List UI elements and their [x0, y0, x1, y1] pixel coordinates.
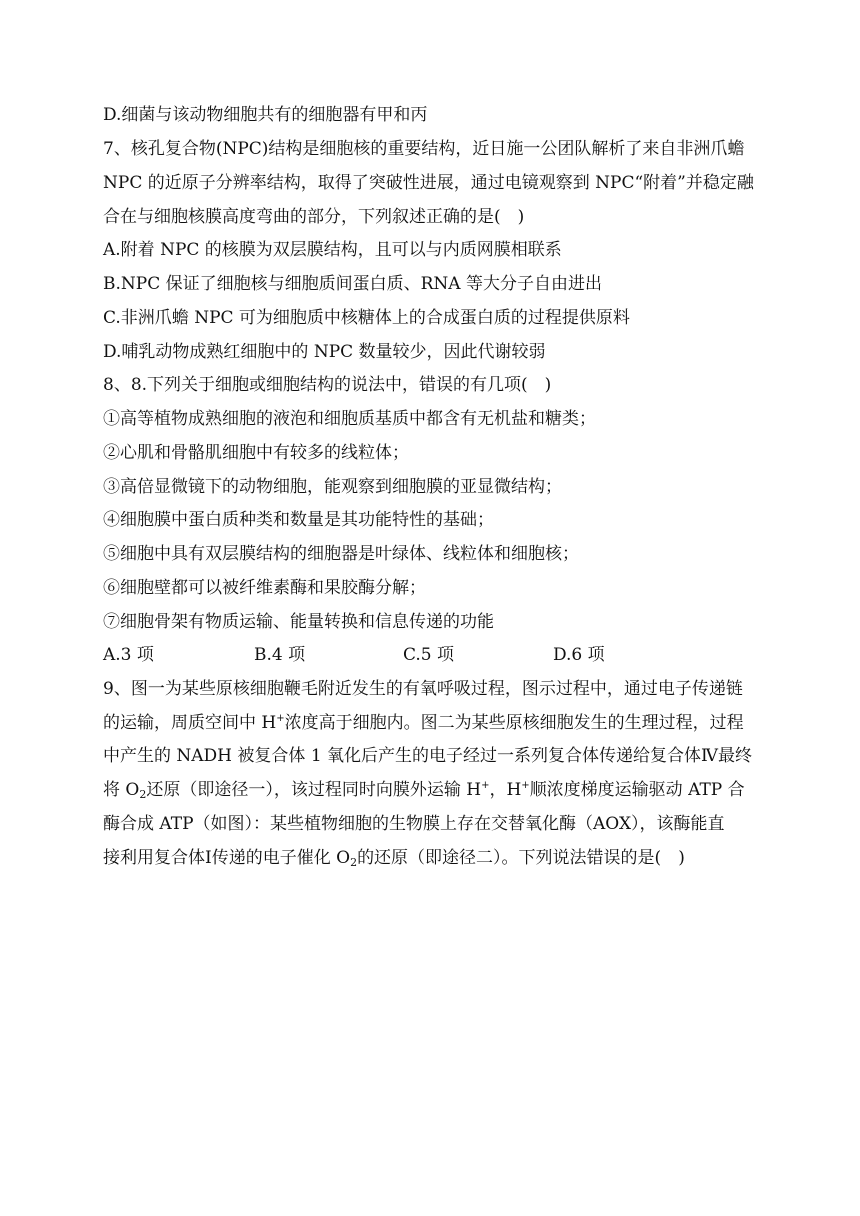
- q8-option-a: A.3 项: [103, 645, 154, 665]
- q8-options: [103, 643, 743, 667]
- q7-stem-line-1: 7、核孔复合物(NPC)结构是细胞核的重要结构，近日施一公团队解析了来自非洲爪蟾: [103, 139, 745, 159]
- q8-statement-3: ③高倍显微镜下的动物细胞，能观察到细胞膜的亚显微结构；: [103, 477, 562, 497]
- q7-option-d: D.哺乳动物成熟红细胞中的 NPC 数量较少，因此代谢较弱: [103, 342, 546, 362]
- q9-line-4: 将 $O_2$还原（即途径一），该过程同时向膜外运输 H+，H+顺浓度梯度运输驱动 ATP 合: [103, 780, 745, 801]
- q7-stem-line-2: NPC 的近原子分辨率结构，取得了突破性进展，通过电镜观察到 NPC“附着”并稳定融: [103, 173, 754, 193]
- q8-statement-5: ⑤细胞中具有双层膜结构的细胞器是叶绿体、线粒体和细胞核；: [103, 544, 579, 564]
- q9-line-1: 9、图一为某些原核细胞鞭毛附近发生的有氧呼吸过程，图示过程中，通过电子传递链: [103, 679, 743, 699]
- q8-stem: 8、8.下列关于细胞或细胞结构的说法中，错误的有几项( ): [103, 375, 552, 395]
- q6-option-d: D.细菌与该动物细胞共有的细胞器有甲和丙: [103, 105, 428, 125]
- q7-option-c: C.非洲爪蟾 NPC 可为细胞质中核糖体上的合成蛋白质的过程提供原料: [103, 308, 630, 328]
- q8-statement-2: ②心肌和骨骼肌细胞中有较多的线粒体；: [103, 443, 409, 463]
- q9-line-3: 中产生的 NADH 被复合体 1 氧化后产生的电子经过一系列复合体传递给复合体Ⅳ最终: [103, 746, 753, 766]
- q8-statement-6: ⑥细胞壁都可以被纤维素酶和果胶酶分解；: [103, 578, 426, 598]
- q8-statement-1: ①高等植物成熟细胞的液泡和细胞质基质中都含有无机盐和糖类；: [103, 409, 596, 429]
- q8-option-c: C.5 项: [403, 645, 455, 665]
- q7-stem-line-3: 合在与细胞核膜高度弯曲的部分，下列叙述正确的是( ): [103, 207, 525, 227]
- q9-line-2: 的运输，周质空间中 H+浓度高于细胞内。图二为某些原核细胞发生的生理过程，过程: [103, 713, 744, 733]
- q7-option-b: B.NPC 保证了细胞核与细胞质间蛋白质、RNA 等大分子自由进出: [103, 274, 602, 294]
- q9-line-6: 接利用复合体Ⅰ传递的电子催化 $O_2$的还原（即途径二）。下列说法错误的是( ): [103, 848, 685, 869]
- q9-line-5: 酶合成 ATP（如图）：某些植物细胞的生物膜上存在交替氧化酶（AOX），该酶能直: [103, 814, 725, 834]
- q8-statement-7: ⑦细胞骨架有物质运输、能量转换和信息传递的功能: [103, 612, 494, 632]
- q8-statement-4: ④细胞膜中蛋白质种类和数量是其功能特性的基础；: [103, 510, 494, 530]
- q7-option-a: A.附着 NPC 的核膜为双层膜结构，且可以与内质网膜相联系: [103, 240, 562, 260]
- q8-option-d: D.6 项: [553, 645, 605, 665]
- q8-option-b: B.4 项: [254, 645, 306, 665]
